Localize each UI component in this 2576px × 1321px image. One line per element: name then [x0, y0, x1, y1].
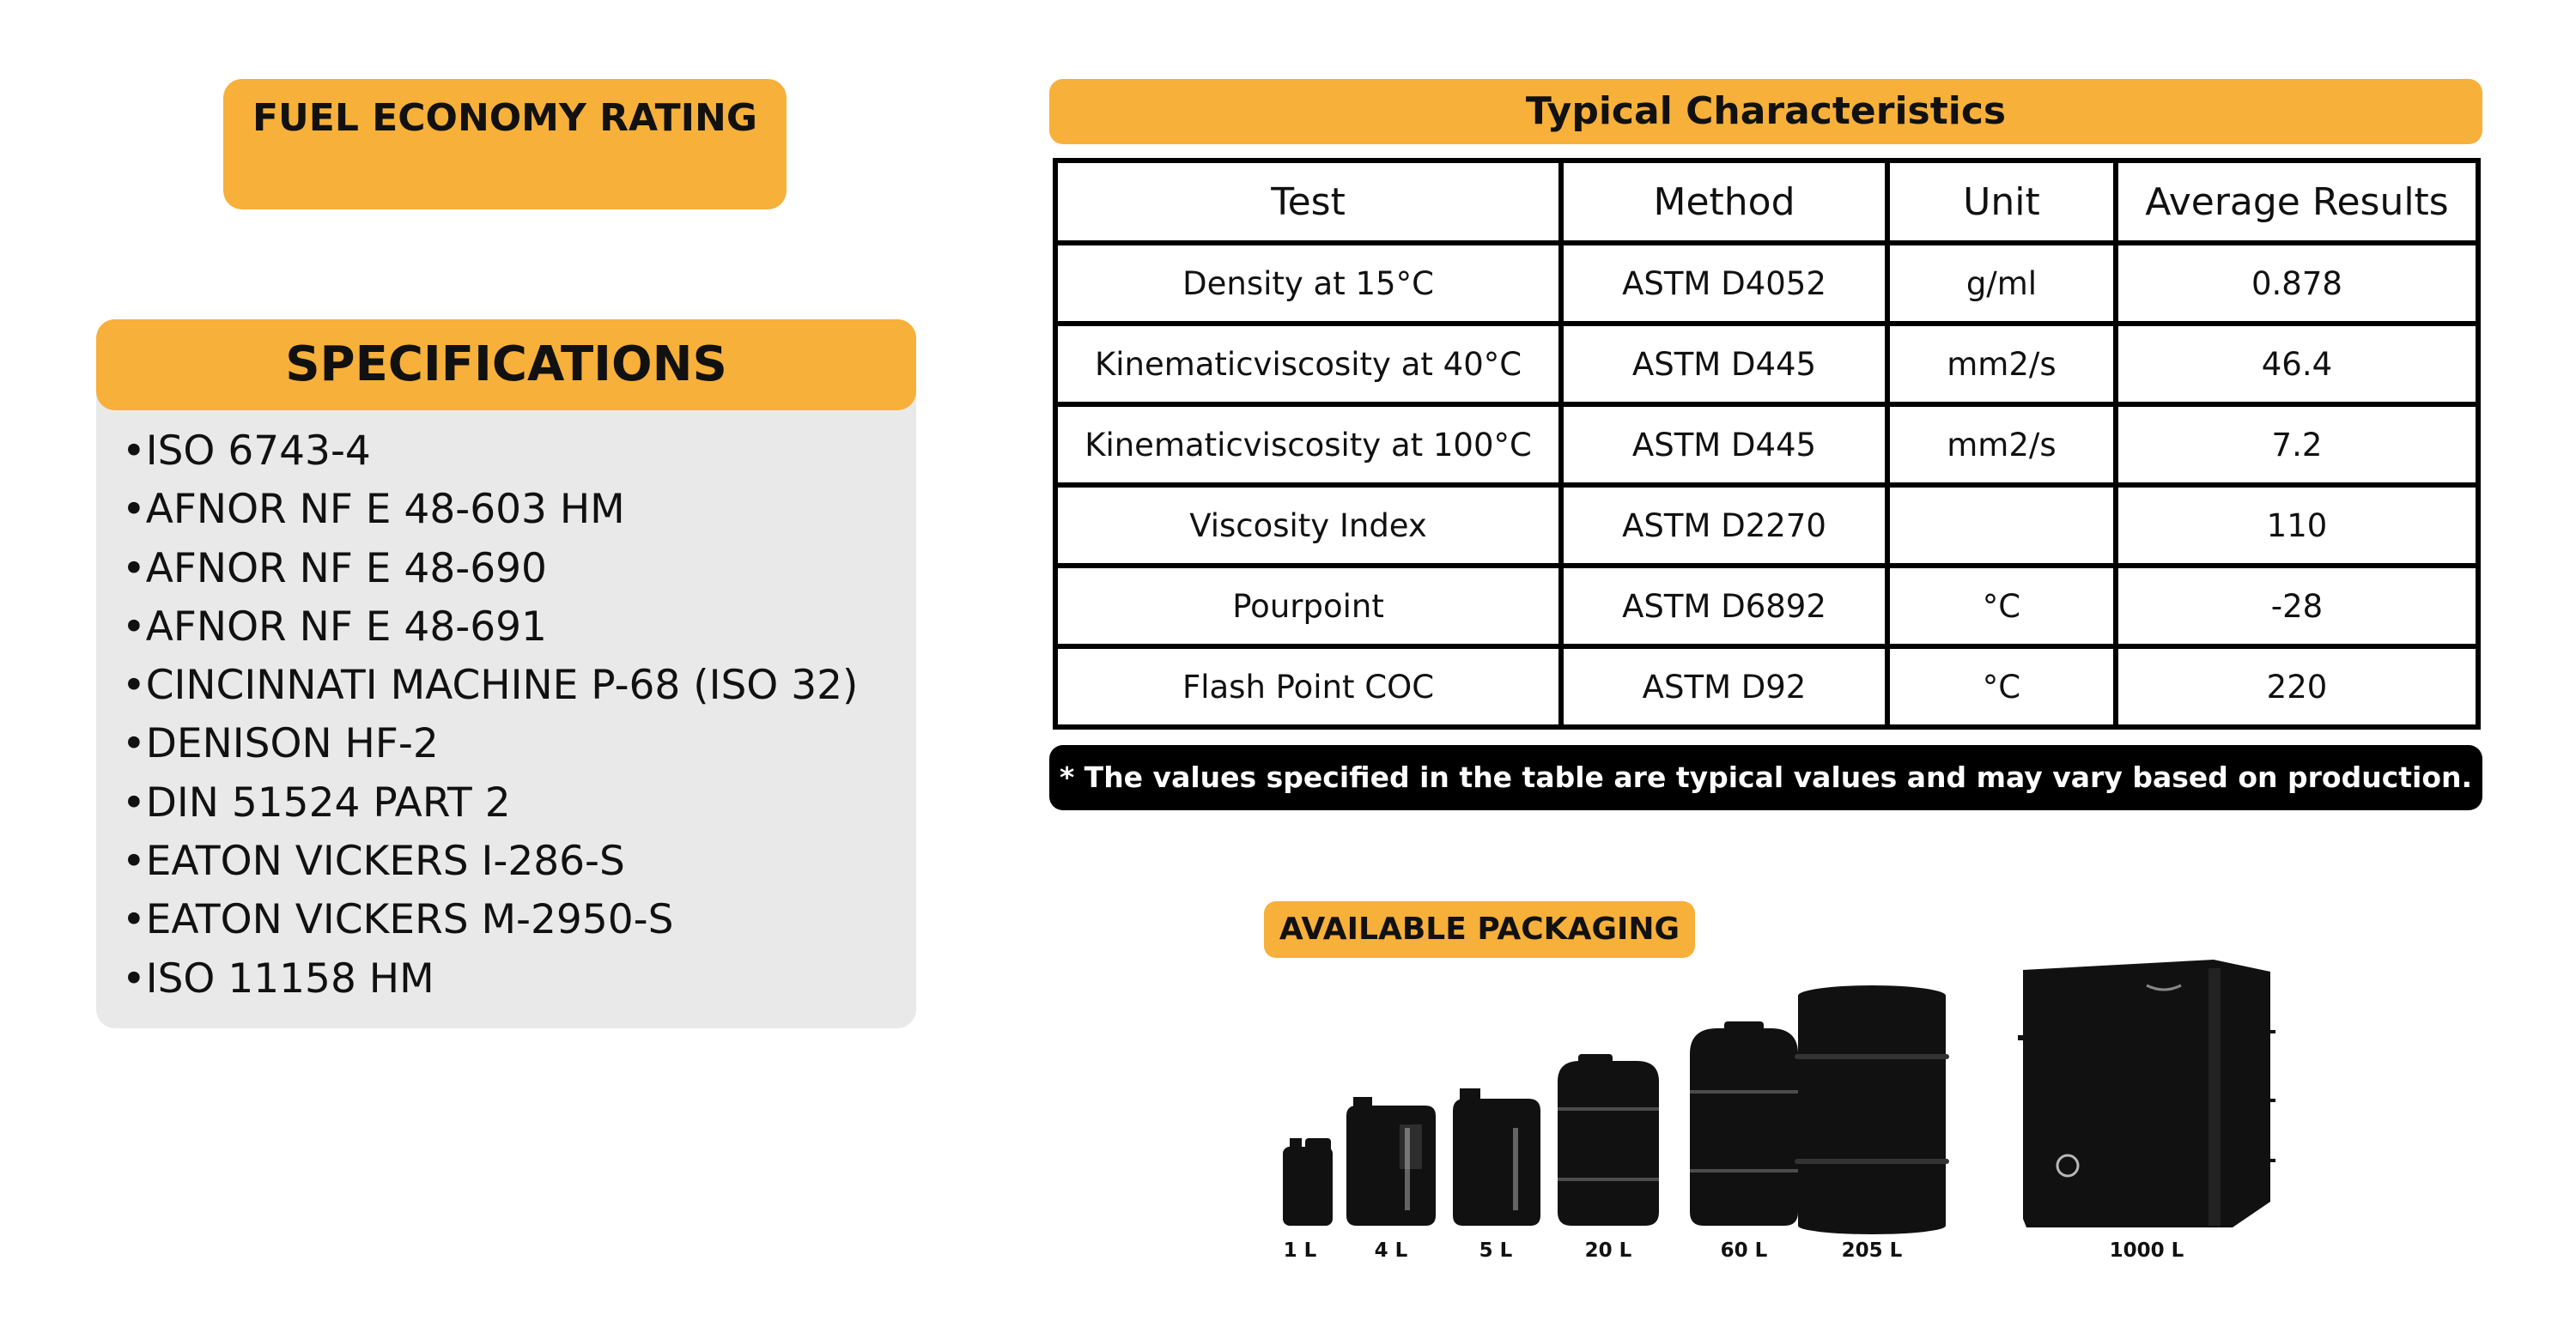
table-row — [1055, 646, 2478, 727]
cell-test: Flash Point COC — [1055, 646, 1561, 727]
spec-item: •EATON VICKERS M-2950-S — [122, 896, 674, 944]
cell-method: ASTM D2270 — [1561, 485, 1887, 566]
characteristics-table — [1053, 158, 2481, 730]
cell-result: 0.878 — [2116, 243, 2478, 324]
cell-result: 220 — [2116, 646, 2478, 727]
cell-result: 46.4 — [2116, 324, 2478, 404]
cell-test: Viscosity Index — [1055, 485, 1561, 566]
cell-method: ASTM D92 — [1561, 646, 1887, 727]
cell-test: Density at 15°C — [1055, 243, 1561, 324]
spec-item: •AFNOR NF E 48-691 — [122, 603, 547, 651]
column-header-unit: Unit — [1887, 161, 2116, 243]
packaging-label: 20 L — [1584, 1239, 1632, 1262]
table-row — [1055, 243, 2478, 324]
column-header-test: Test — [1055, 161, 1561, 243]
cell-unit: mm2/s — [1887, 324, 2116, 404]
cell-unit: °C — [1887, 646, 2116, 727]
table-row — [1055, 404, 2478, 485]
cell-unit — [1887, 485, 2116, 566]
typical-characteristics-title: Typical Characteristics — [1049, 79, 2482, 144]
table-row — [1055, 566, 2478, 646]
fuel-economy-rating-box — [223, 79, 787, 209]
column-header-average-results: Average Results — [2116, 161, 2478, 243]
specifications-title: SPECIFICATIONS — [96, 319, 916, 410]
packaging-label: 1000 L — [2109, 1239, 2184, 1262]
packaging-label: 4 L — [1374, 1239, 1408, 1262]
bottle-1l-icon — [1283, 1138, 1333, 1226]
spec-item: •EATON VICKERS I-286-S — [122, 838, 625, 886]
packaging-label: 60 L — [1720, 1239, 1768, 1262]
spec-item: •ISO 11158 HM — [122, 954, 434, 1003]
packaging-label: 5 L — [1479, 1239, 1513, 1262]
cell-result: 110 — [2116, 485, 2478, 566]
available-packaging-title: AVAILABLE PACKAGING — [1264, 901, 1695, 958]
cell-test: Pourpoint — [1055, 566, 1561, 646]
spec-item: •AFNOR NF E 48-603 HM — [122, 486, 625, 534]
pail-20l-icon — [1554, 1054, 1662, 1226]
cell-unit: g/ml — [1887, 243, 2116, 324]
packaging-illustration — [1271, 944, 2301, 1288]
cell-method: ASTM D6892 — [1561, 566, 1887, 646]
cell-method: ASTM D445 — [1561, 404, 1887, 485]
spec-item: •ISO 6743-4 — [122, 427, 371, 475]
packaging-label: 1 L — [1283, 1239, 1317, 1262]
cell-unit: mm2/s — [1887, 404, 2116, 485]
spec-item: •DIN 51524 PART 2 — [122, 779, 511, 827]
column-header-method: Method — [1561, 161, 1887, 243]
fuel-economy-title: FUEL ECONOMY RATING — [252, 96, 757, 140]
drum-60l-icon — [1686, 1021, 1801, 1226]
ibc-tank-1000l-icon — [2018, 960, 2275, 1227]
cell-test: Kinematicviscosity at 100°C — [1055, 404, 1561, 485]
spec-item: •DENISON HF-2 — [122, 720, 439, 768]
cell-test: Kinematicviscosity at 40°C — [1055, 324, 1561, 404]
spec-item: •AFNOR NF E 48-690 — [122, 544, 547, 592]
cell-result: 7.2 — [2116, 404, 2478, 485]
cell-result: -28 — [2116, 566, 2478, 646]
cell-method: ASTM D445 — [1561, 324, 1887, 404]
table-row — [1055, 324, 2478, 404]
jug-5l-icon — [1453, 1088, 1540, 1226]
table-footnote: * The values specified in the table are typical values and may vary based on production. — [1049, 745, 2482, 810]
table-header-row — [1055, 161, 2478, 243]
barrel-205l-icon — [1795, 985, 1949, 1234]
packaging-label: 205 L — [1841, 1239, 1903, 1262]
jug-4l-icon — [1346, 1097, 1436, 1226]
specifications-list — [122, 422, 858, 1009]
table-row — [1055, 485, 2478, 566]
cell-method: ASTM D4052 — [1561, 243, 1887, 324]
cell-unit: °C — [1887, 566, 2116, 646]
spec-item: •CINCINNATI MACHINE P-68 (ISO 32) — [122, 662, 859, 710]
